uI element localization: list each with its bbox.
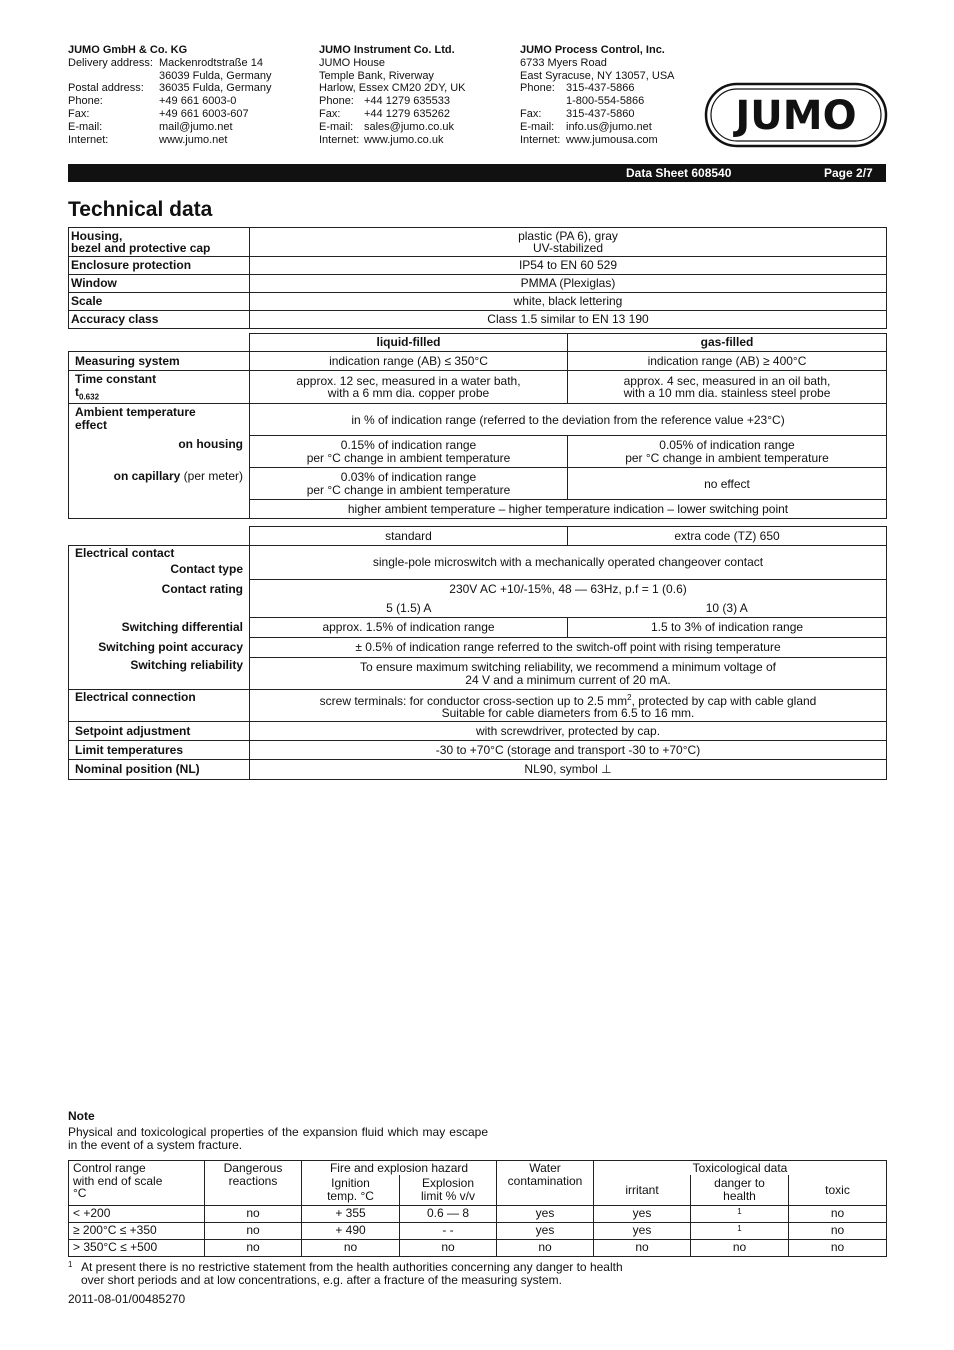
cell-dangerous: no: [205, 1222, 302, 1239]
header-ignition: Ignition temp. °C: [302, 1175, 400, 1205]
row-value: higher ambient temperature – higher temperature indication – lower switching point: [250, 500, 887, 519]
table-row: [69, 618, 887, 638]
row-value: in % of indication range (referred to the deviation from the reference value +23°C): [250, 404, 887, 436]
row-label: Scale: [69, 293, 250, 311]
company-name: JUMO Process Control, Inc.: [520, 44, 665, 56]
column-header-standard: standard: [250, 527, 568, 546]
address-jumo-usa: [520, 44, 700, 146]
row-value: 10 (3) A: [568, 599, 887, 618]
table-row: [69, 1239, 887, 1256]
table-row: [69, 1222, 887, 1239]
cell-dangerous: no: [205, 1239, 302, 1256]
table-row: [69, 293, 887, 311]
address-row: Delivery address: Mackenrodtstraße 14: [68, 56, 263, 69]
jumo-logo-graphic: [704, 82, 888, 148]
address-row: 1-800-554-5866: [566, 95, 645, 108]
row-label: Switching differential: [69, 618, 250, 638]
address-line: Temple Bank, Riverway: [319, 69, 434, 82]
row-value: 0.05% of indication range per °C change in ambient temperature: [568, 436, 887, 468]
cell-danger: 1: [691, 1222, 789, 1239]
row-value: approx. 4 sec, measured in an oil bath, with a 10 mm dia. stainless steel probe: [568, 371, 887, 404]
table-row: [69, 228, 887, 257]
table-row: [69, 371, 887, 404]
table-row: [69, 334, 887, 352]
table-row: [69, 275, 887, 293]
address-row: Fax: 315-437-5860: [520, 107, 635, 120]
time-constant-symbol: $t_{0.632}$: [75, 384, 100, 401]
header-fire: Fire and explosion hazard: [302, 1161, 497, 1176]
address-row: Postal address: 36035 Fulda, Germany: [68, 82, 272, 95]
cell-water: yes: [497, 1205, 594, 1222]
cell-explosion: no: [400, 1239, 497, 1256]
row-label: Switching reliability: [69, 658, 250, 690]
empty-cell: [69, 500, 250, 519]
datasheet-bar: [68, 164, 886, 182]
cell-water: yes: [497, 1222, 594, 1239]
address-row: Phone: +44 1279 635533: [319, 95, 450, 108]
cell-water: no: [497, 1239, 594, 1256]
header-toxic: toxic: [789, 1175, 887, 1205]
table-row: [69, 580, 887, 599]
address-line: East Syracuse, NY 13057, USA: [520, 69, 675, 82]
row-label: Measuring system: [69, 352, 250, 371]
header-dangerous: Dangerous reactions: [205, 1161, 302, 1206]
row-value: To ensure maximum switching reliability, we recommend a minimum voltage of 24 V and a minimum current of 20 mA.: [250, 658, 887, 690]
address-jumo-germany: [68, 44, 308, 146]
row-value: indication range (AB) ≤ 350°C: [250, 352, 568, 371]
header-control-range: Control range with end of scale °C: [69, 1161, 205, 1206]
table-row: [69, 404, 887, 436]
table-row: [69, 638, 887, 658]
row-value: 0.03% of indication range per °C change in ambient temperature: [250, 468, 568, 500]
row-label: Contact rating: [69, 580, 250, 599]
cell-ignition: + 490: [302, 1222, 400, 1239]
row-label: [69, 371, 250, 404]
table-row: [69, 546, 887, 580]
address-row: Internet: www.jumousa.com: [520, 133, 658, 146]
table-row: [69, 599, 887, 618]
address-row: Fax: +44 1279 635262: [319, 107, 450, 120]
address-line: 6733 Myers Road: [520, 56, 607, 69]
table-row: [69, 257, 887, 275]
table-row: [69, 760, 887, 780]
cell-range: < +200: [69, 1205, 205, 1222]
cell-range: > 350°C ≤ +500: [69, 1239, 205, 1256]
cell-toxic: no: [789, 1205, 887, 1222]
toxicology-table: [68, 1160, 887, 1257]
cell-explosion: - -: [400, 1222, 497, 1239]
cell-toxic: no: [789, 1239, 887, 1256]
general-table: [68, 227, 887, 329]
row-value: 0.15% of indication range per °C change in ambient temperature: [250, 436, 568, 468]
row-value: screw terminals: for conductor cross-section up to 2.5 $mm^2$, protected by cap with cable gland Suitable for cable diameters from 6.5 to 16 mm.: [250, 690, 887, 722]
page-title: Technical data: [68, 198, 213, 221]
row-value: IP54 to EN 60 529: [250, 257, 887, 275]
time-constant-label: Time constant: [75, 372, 157, 386]
table-row: [69, 741, 887, 760]
address-row: E-mail: sales@jumo.co.uk: [319, 120, 455, 133]
row-value: 1.5 to 3% of indication range: [568, 618, 887, 638]
table-header-row: [69, 1161, 887, 1176]
cell-danger: no: [691, 1239, 789, 1256]
row-label: Nominal position (NL): [69, 760, 250, 780]
header-danger: danger to health: [691, 1175, 789, 1205]
footnote-line: 1 At present there is no restrictive statement from the health authorities concerning any danger to health: [68, 1260, 623, 1274]
cell-irritant: no: [594, 1239, 691, 1256]
header-tox: Toxicological data: [594, 1161, 887, 1176]
cell-ignition: + 355: [302, 1205, 400, 1222]
company-name: JUMO Instrument Co. Ltd.: [319, 44, 455, 56]
column-header-gas: gas-filled: [568, 334, 887, 352]
row-value: indication range (AB) ≥ 400°C: [568, 352, 887, 371]
measuring-table: [68, 333, 887, 519]
cell-dangerous: no: [205, 1205, 302, 1222]
footnote-line: over short periods and at low concentrations, e.g. after a fracture of the measuring system.: [81, 1273, 562, 1287]
row-label: on capillary (per meter): [69, 468, 250, 500]
row-value: plastic (PA 6), gray UV-stabilized: [250, 228, 887, 257]
page-number: Page 2/7: [824, 166, 873, 180]
row-value: white, black lettering: [250, 293, 887, 311]
header-water: Water contamination: [497, 1161, 594, 1206]
row-value: -30 to +70°C (storage and transport -30 to +70°C): [250, 741, 887, 760]
row-label: Enclosure protection: [69, 257, 250, 275]
address-row: Internet: www.jumo.net: [68, 133, 228, 146]
cell-irritant: yes: [594, 1222, 691, 1239]
row-label: Ambient temperature effect: [69, 404, 250, 436]
table-row: [69, 311, 887, 329]
address-line: JUMO House: [319, 56, 386, 69]
address-row: Phone: 315-437-5866: [520, 82, 635, 95]
date-code: 2011-08-01/00485270: [68, 1292, 186, 1306]
note-section: [68, 1110, 488, 1152]
empty-cell: [69, 599, 250, 618]
note-text: Physical and toxicological properties of the expansion fluid which may escape in the event of a system fracture.: [68, 1125, 488, 1152]
address-row: Internet: www.jumo.co.uk: [319, 133, 444, 146]
table-row: [69, 722, 887, 741]
address-row: 36039 Fulda, Germany: [159, 69, 272, 82]
table-row: [69, 1205, 887, 1222]
address-row: Phone: +49 661 6003-0: [68, 95, 237, 108]
cell-ignition: no: [302, 1239, 400, 1256]
row-value: approx. 1.5% of indication range: [250, 618, 568, 638]
row-value: ± 0.5% of indication range referred to the switch-off point with rising temperature: [250, 638, 887, 658]
column-header-extra: extra code (TZ) 650: [568, 527, 887, 546]
row-label: Switching point accuracy: [69, 638, 250, 658]
cell-explosion: 0.6 — 8: [400, 1205, 497, 1222]
row-label: Housing, bezel and protective cap: [69, 228, 250, 257]
electrical-table: [68, 526, 887, 780]
header-irritant: irritant: [594, 1175, 691, 1205]
row-label: Setpoint adjustment: [69, 722, 250, 741]
empty-cell: [69, 527, 250, 546]
table-row: [69, 436, 887, 468]
footnote: [68, 1261, 886, 1287]
row-value: Class 1.5 similar to EN 13 190: [250, 311, 887, 329]
table-row: [69, 690, 887, 722]
footnote-mark: 1: [68, 1260, 73, 1269]
address-row: E-mail: info.us@jumo.net: [520, 120, 652, 133]
row-label: Limit temperatures: [69, 741, 250, 760]
row-label: Window: [69, 275, 250, 293]
cell-danger: 1: [691, 1205, 789, 1222]
address-jumo-uk: [319, 44, 509, 146]
row-label: Accuracy class: [69, 311, 250, 329]
address-line: Harlow, Essex CM20 2DY, UK: [319, 82, 466, 95]
table-row: [69, 352, 887, 371]
company-name: JUMO GmbH & Co. KG: [68, 44, 188, 56]
table-row: [69, 527, 887, 546]
header-explosion: Explosion limit % v/v: [400, 1175, 497, 1205]
table-row: [69, 500, 887, 519]
row-label: Electrical connection: [69, 690, 250, 722]
empty-cell: [69, 334, 250, 352]
datasheet-number: Data Sheet 608540: [626, 166, 732, 180]
row-value: NL90, symbol ⊥: [250, 760, 887, 780]
row-value: approx. 12 sec, measured in a water bath, with a 6 mm dia. copper probe: [250, 371, 568, 404]
table-row: [69, 658, 887, 690]
logo-text: JUMO: [735, 93, 857, 139]
cell-toxic: no: [789, 1222, 887, 1239]
note-heading: Note: [68, 1109, 95, 1123]
cell-irritant: yes: [594, 1205, 691, 1222]
row-label: Electrical contact Contact type: [69, 546, 250, 580]
row-label: on housing: [69, 436, 250, 468]
address-row: Fax: +49 661 6003-607: [68, 107, 249, 120]
row-value: 5 (1.5) A: [250, 599, 568, 618]
column-header-liquid: liquid-filled: [250, 334, 568, 352]
row-value: single-pole microswitch with a mechanically operated changeover contact: [250, 546, 887, 580]
row-value: with screwdriver, protected by cap.: [250, 722, 887, 741]
address-row: E-mail: mail@jumo.net: [68, 120, 233, 133]
jumo-logo: [704, 82, 888, 148]
row-value: no effect: [568, 468, 887, 500]
row-value: PMMA (Plexiglas): [250, 275, 887, 293]
row-value: 230V AC +10/-15%, 48 — 63Hz, p.f = 1 (0.6): [250, 580, 887, 599]
cell-range: ≥ 200°C ≤ +350: [69, 1222, 205, 1239]
table-row: [69, 468, 887, 500]
